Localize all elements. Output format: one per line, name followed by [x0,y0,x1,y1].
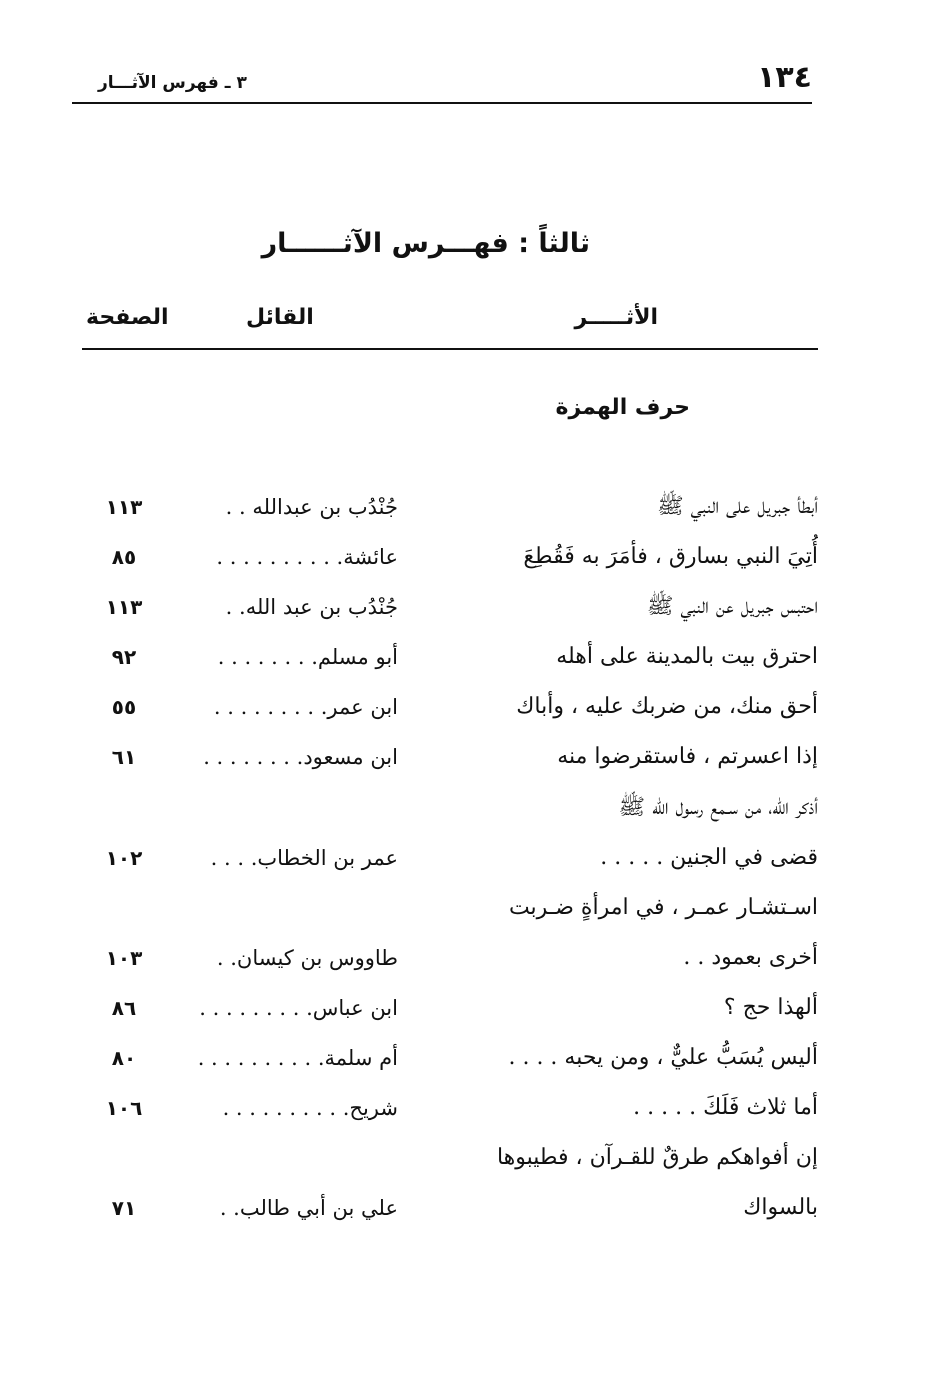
page-ref: ١٠٢ [105,845,143,870]
column-header-qail: القائل [246,305,314,330]
athar-text: أما ثلاث فَلَكَ . . . . . [633,1095,818,1121]
narrator: شريح. . . . . . . . . . [222,1096,398,1121]
athar-text: إن أفواهكم طرقٌ للقـرآن ، فطيبوها [496,1145,818,1171]
index-row [82,582,818,632]
narrator [168,1133,398,1183]
index-row [82,732,818,782]
index-row [82,1033,818,1083]
athar-index-list [82,482,818,1233]
narrator: جُنْدُب بن عبدالله . . [225,495,398,519]
section-title: ثالثاً : فهـــرس الآثــــــار [261,228,590,259]
column-header-page: الصفحة [86,305,169,330]
index-row [82,1133,818,1183]
narrator: عمر بن الخطاب. . . . [210,845,398,870]
narrator [168,783,398,833]
athar-text: احتبس جبريل عن النبي ﷺ [646,594,818,620]
index-row [82,983,818,1033]
index-row [82,933,818,983]
index-row [82,833,818,883]
index-row [82,1183,818,1233]
page-ref: ٥٥ [111,695,137,720]
athar-text: أخرى بعمود . . [683,944,818,970]
index-row [82,482,818,532]
narrator: طاووس بن كيسان. . [216,945,398,970]
narrator: علي بن أبي طالب. . [219,1196,398,1221]
page-ref: ٩٢ [111,645,137,670]
letter-heading: حرف الهمزة [555,395,690,420]
narrator: جُنْدُب بن عبد الله. . [225,595,398,620]
page-ref [92,1133,156,1183]
page-ref [92,883,156,933]
page-ref: ١٠٦ [105,1096,143,1121]
page-ref: ١١٣ [105,495,143,519]
index-row [82,783,818,833]
table-header-rule [82,348,818,350]
athar-text: بالسواك [743,1195,818,1221]
page-ref: ٨٠ [111,1046,137,1071]
athar-text: أذكر الله، من سـمع رسول الله ﷺ [618,794,818,820]
page-ref: ١١٣ [105,595,143,620]
narrator: عائشة. . . . . . . . . . [216,545,398,570]
narrator: أبو مسلم. . . . . . . . [217,645,398,670]
athar-text: احترق بيت بالمدينة على أهله [556,644,818,670]
athar-text: أبطأ جبريل على النبي ﷺ [657,494,818,519]
athar-text: أليس يُسَبُّ عليٌّ ، ومن يحبه . . . . [508,1045,818,1071]
athar-text: ألهذا حج ؟ [723,994,818,1020]
page-number: ١٣٤ [757,60,812,95]
narrator: ابن مسعود. . . . . . . . [203,745,398,770]
running-header [72,58,812,104]
narrator [168,883,398,933]
athar-text: قضى في الجنين . . . . . [600,844,818,870]
index-row [82,632,818,682]
page-ref: ٨٦ [111,995,137,1020]
index-row [82,682,818,732]
page-ref: ٧١ [111,1196,137,1221]
athar-text: أُتِيَ النبي بسارق ، فأمَرَ به فَقُطِعَ [523,544,818,570]
narrator: ابن عمر. . . . . . . . . [213,695,398,720]
page-ref [92,783,156,833]
narrator: أم سلمة. . . . . . . . . . [197,1046,398,1071]
running-title: ٣ ـ فهرس الآثـــار [98,73,247,93]
narrator: ابن عباس. . . . . . . . . [199,995,398,1020]
page-ref: ١٠٣ [105,945,143,970]
index-row [82,1083,818,1133]
athar-text: إذا اعسرتم ، فاستقرضوا منه [557,744,818,770]
column-header-athar: الأثـــــر [574,305,658,330]
athar-text: اسـتشـار عمـر ، في امرأةٍ ضـربت [508,894,818,920]
page-ref: ٦١ [111,745,137,770]
index-row [82,883,818,933]
page-ref: ٨٥ [111,545,137,570]
athar-text: أحق منك، من ضربك عليه ، وأباك [516,694,818,720]
index-row [82,532,818,582]
